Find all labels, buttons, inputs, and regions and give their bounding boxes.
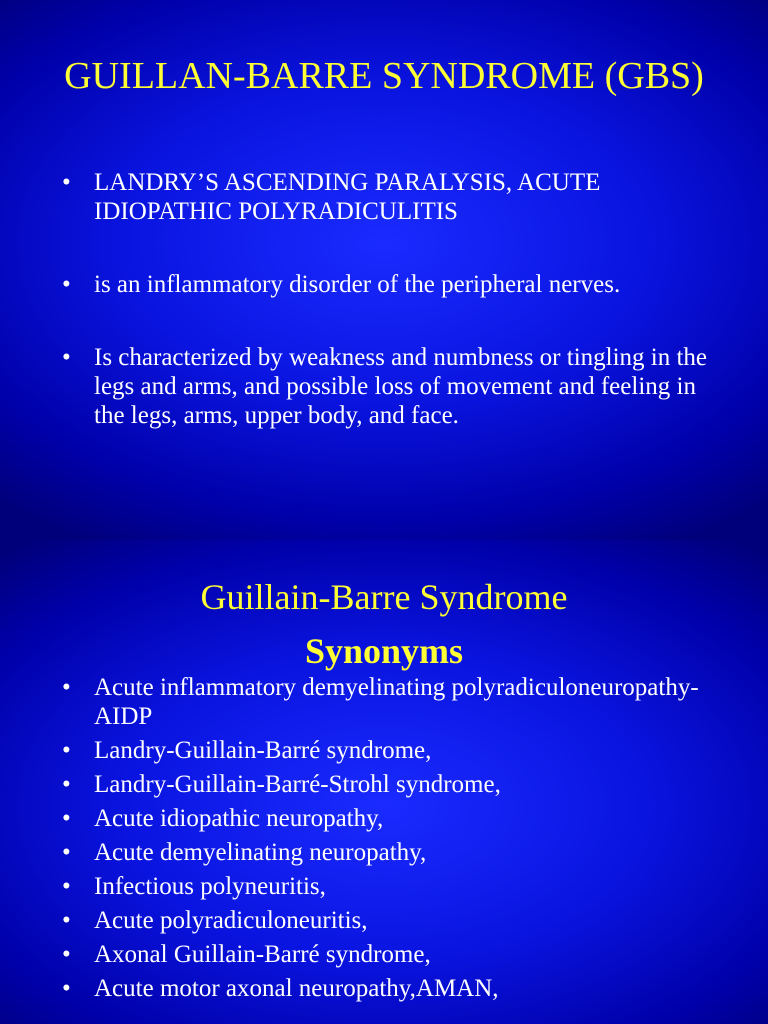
- slide-gbs-synonyms: [0, 540, 768, 1024]
- synonym-item: • Landry-Guillain-Barré-Strohl syndrome,: [60, 770, 750, 799]
- synonym-item: • Acute polyradiculoneuritis,: [60, 906, 750, 935]
- synonym-item: • Acute motor axonal neuropathy,AMAN,: [60, 974, 750, 1003]
- synonym-item: • Acute inflammatory demyelinating polyradiculoneuropathy-AIDP: [60, 673, 750, 731]
- slide-title: GUILLAN-BARRE SYNDROME (GBS): [64, 55, 704, 97]
- synonym-item: • Infectious polyneuritis,: [60, 872, 750, 901]
- synonym-item: • Axonal Guillain-Barré syndrome,: [60, 940, 750, 969]
- slide-subtitle: Synonyms: [304, 631, 464, 671]
- synonym-item: • Acute demyelinating neuropathy,: [60, 838, 750, 867]
- bullet-item: • is an inflammatory disorder of the peripheral nerves.: [60, 270, 720, 299]
- synonym-list: [60, 673, 750, 1008]
- bullet-list: [60, 168, 720, 474]
- slide-title: Guillain-Barre Syndrome: [200, 577, 568, 617]
- bullet-item: • LANDRY’S ASCENDING PARALYSIS, ACUTE IDIOPATHIC POLYRADICULITIS: [60, 168, 720, 226]
- synonym-item: • Landry-Guillain-Barré syndrome,: [60, 736, 750, 765]
- bullet-item: • Is characterized by weakness and numbness or tingling in the legs and arms, and possible loss of movement and feeling in the legs, arms, upper body, and face.: [60, 343, 720, 430]
- synonym-item: • Acute idiopathic neuropathy,: [60, 804, 750, 833]
